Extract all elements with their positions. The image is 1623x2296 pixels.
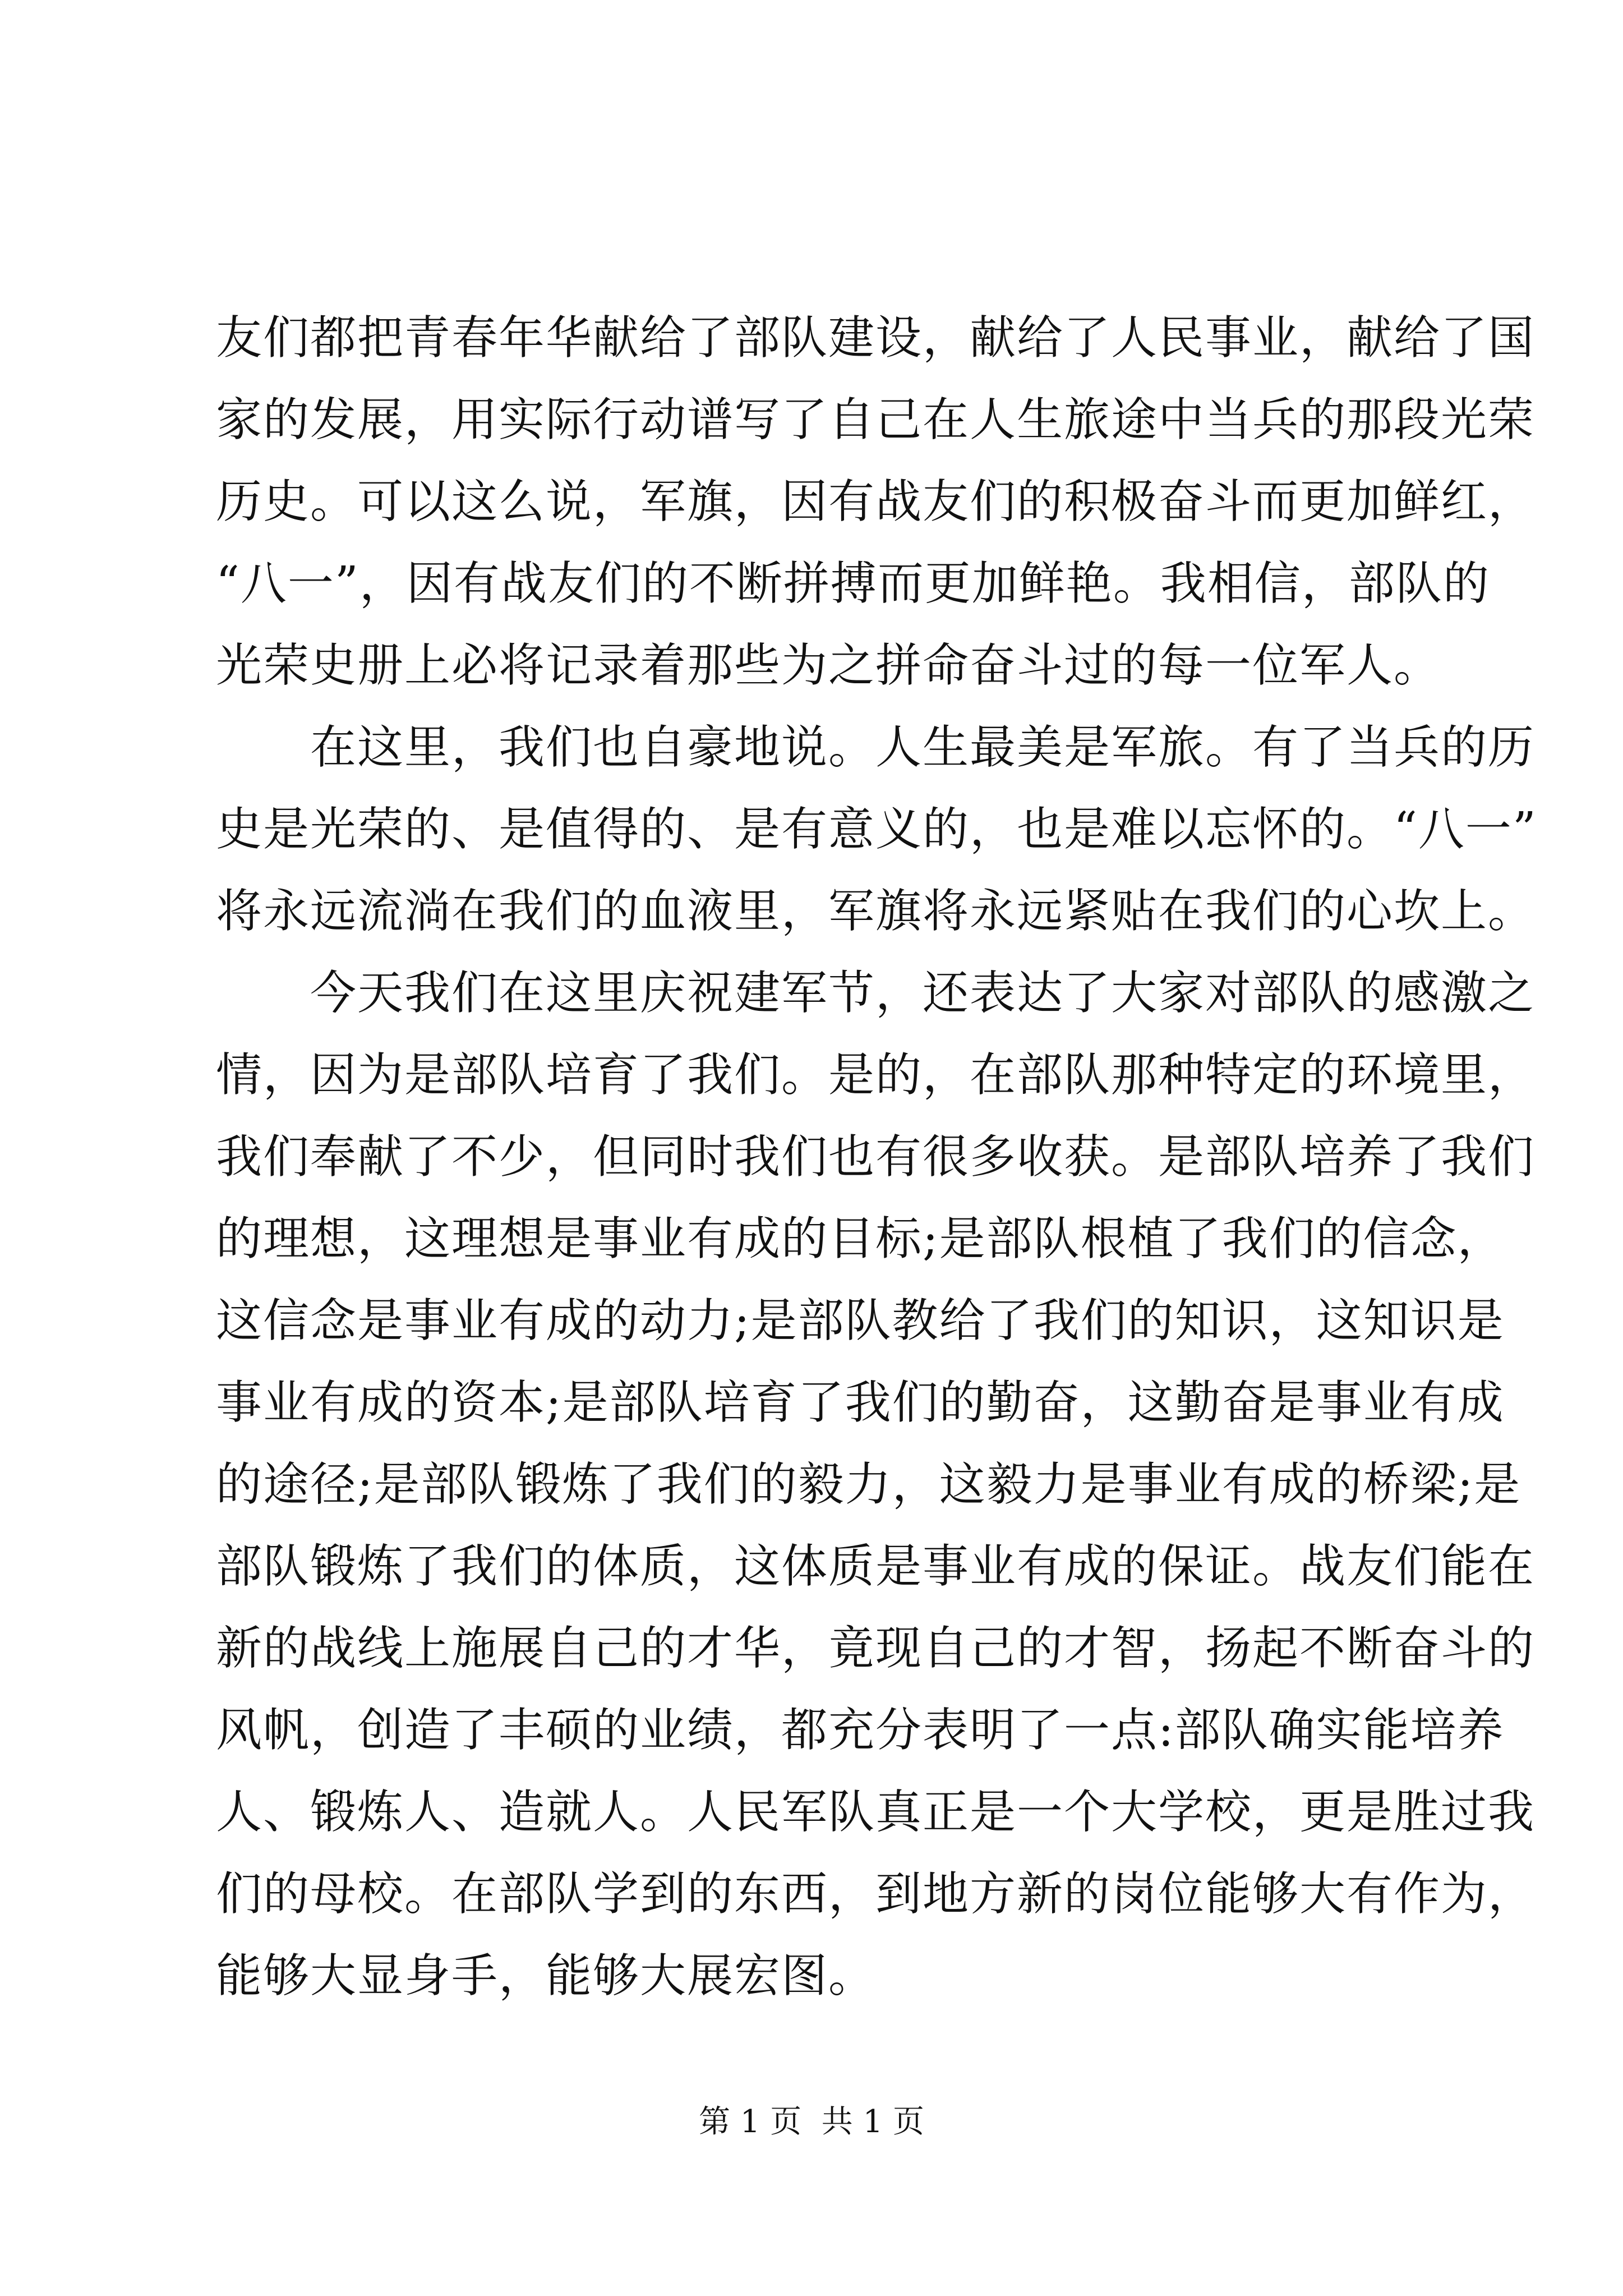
text-line: 风帆，创造了丰硕的业绩，都充分表明了一点:部队确实能培养 [216,1704,1505,1757]
page-footer: 第 1 页 共 1 页 [698,2104,925,2140]
text-line: 历史。可以这么说，军旗，因有战友们的积极奋斗而更加鲜红， [216,475,1536,528]
paragraph-first-line: 在这里，我们也自豪地说。人生最美是军旅。有了当兵的历 [310,721,1536,774]
text-line: 将永远流淌在我们的血液里，军旗将永远紧贴在我们的心坎上。 [216,885,1536,938]
text-line: 能够大显身手，能够大展宏图。 [216,1949,876,2003]
text-line: “八一”，因有战友们的不断拼搏而更加鲜艳。我相信，部队的 [216,557,1490,610]
text-line: 人、锻炼人、造就人。人民军队真正是一个大学校，更是胜过我 [216,1786,1536,1839]
text-line: 新的战线上施展自己的才华，竟现自己的才智，扬起不断奋斗的 [216,1622,1536,1675]
paragraph-first-line: 今天我们在这里庆祝建军节，还表达了大家对部队的感激之 [310,967,1536,1020]
text-line: 的途径;是部队锻炼了我们的毅力，这毅力是事业有成的桥梁;是 [216,1458,1521,1511]
text-line: 史是光荣的、是值得的、是有意义的，也是难以忘怀的。“八一” [216,803,1537,856]
text-line: 的理想，这理想是事业有成的目标;是部队根植了我们的信念， [216,1212,1505,1266]
text-line: 们的母校。在部队学到的东西，到地方新的岗位能够大有作为， [216,1867,1536,1921]
text-line: 情，因为是部队培育了我们。是的，在部队那种特定的环境里， [216,1048,1536,1102]
body-text [216,297,1537,2017]
text-line: 部队锻炼了我们的体质，这体质是事业有成的保证。战友们能在 [216,1540,1536,1593]
text-line: 友们都把青春年华献给了部队建设，献给了人民事业，献给了国 [216,311,1536,365]
text-line: 家的发展，用实际行动谱写了自己在人生旅途中当兵的那段光荣 [216,393,1536,447]
text-line: 我们奉献了不少，但同时我们也有很多收获。是部队培养了我们 [216,1130,1536,1184]
text-line: 事业有成的资本;是部队培育了我们的勤奋，这勤奋是事业有成 [216,1376,1505,1429]
text-line: 这信念是事业有成的动力;是部队教给了我们的知识，这知识是 [216,1294,1505,1347]
text-line: 光荣史册上必将记录着那些为之拼命奋斗过的每一位军人。 [216,639,1441,692]
